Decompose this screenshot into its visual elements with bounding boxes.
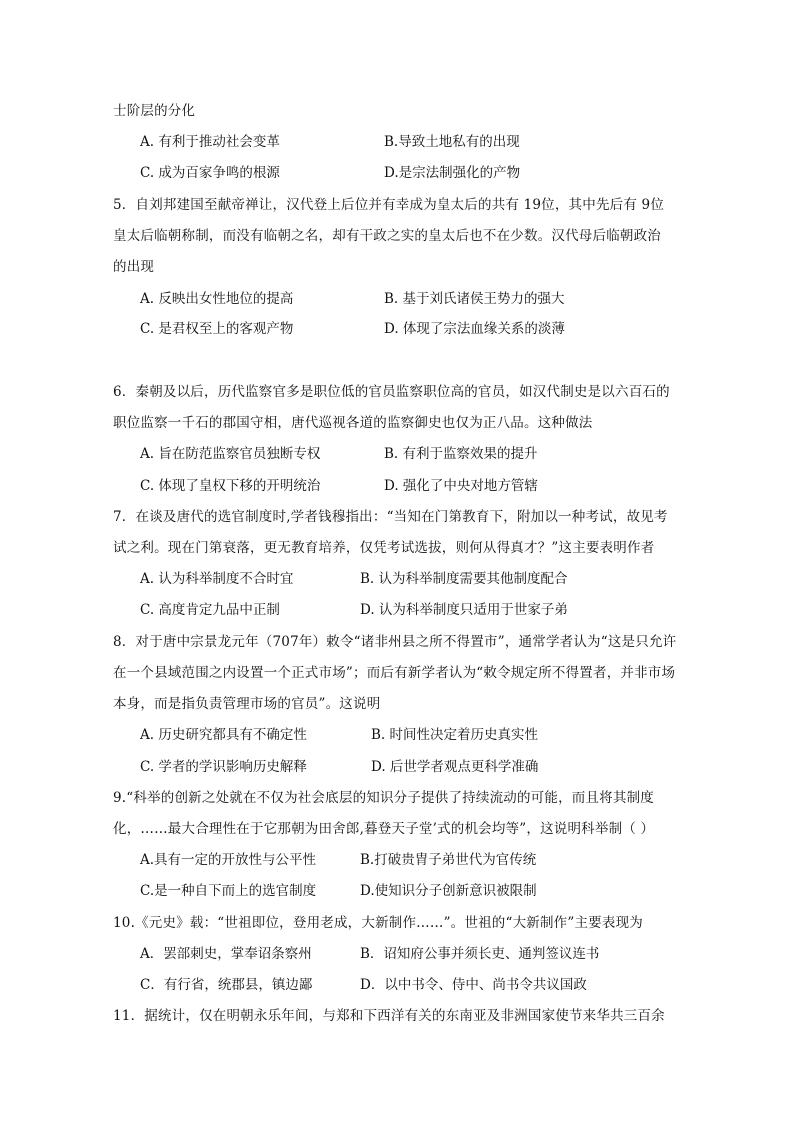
q7-option-a: A. 认为科举制度不合时宜 xyxy=(140,571,294,587)
q7-stem-line-1: 7．在谈及唐代的选官制度时,学者钱穆指出：“当知在门第教育下，附加以一种考试，故见考 xyxy=(113,509,668,525)
q4-option-d: D.是宗法制强化的产物 xyxy=(384,165,521,181)
q9-option-d: D.使知识分子创新意识被限制 xyxy=(360,883,537,899)
q9-option-b: B.打破贵胄子弟世代为官传统 xyxy=(360,852,537,868)
q9-stem-line-1: 9.“科举的创新之处就在不仅为社会底层的知识分子提供了持续流动的可能，而且将其制度 xyxy=(113,790,654,806)
q9-stem-line-2: 化，……最大合理性在于它那朝为田舍郎,暮登天子堂’式的机会均等”，这说明科举制（ ） xyxy=(113,821,655,837)
q8-option-a: A. 历史研究都具有不确定性 xyxy=(140,727,307,743)
q9-option-c: C.是一种自下而上的选官制度 xyxy=(140,883,317,899)
q4-text-tail: 士阶层的分化 xyxy=(113,103,196,119)
q8-stem-line-3: 本身，而是指负责管理市场的官员”。这说明 xyxy=(113,696,381,712)
q7-stem-line-2: 试之利。现在门第衰落，更无教育培养，仅凭考试选拔，则何从得真才？”这主要表明作者 xyxy=(113,540,655,556)
q10-option-a: A．罢部刺史，掌奉诏条察州 xyxy=(140,946,312,962)
q11-stem-line-1: 11．据统计，仅在明朝永乐年间，与郑和下西洋有关的东南亚及非洲国家使节来华共三百余 xyxy=(113,1008,665,1024)
q6-stem-line-1: 6．秦朝及以后，历代监察官多是职位低的官员监察职位高的官员，如汉代制史是以六百石的 xyxy=(113,384,670,400)
q7-option-b: B. 认为科举制度需要其他制度配合 xyxy=(360,571,568,587)
q10-option-d: D．以中书令、侍中、尚书令共议国政 xyxy=(360,977,587,993)
q10-stem-line-1: 10.《元史》载：“世祖即位，登用老成，大新制作……”。世祖的“大新制作”主要表现为 xyxy=(113,915,643,931)
q4-option-c: C. 成为百家争鸣的根源 xyxy=(140,165,280,181)
q6-option-c: C. 体现了皇权下移的开明统治 xyxy=(140,478,321,494)
q5-stem-line-3: 的出现 xyxy=(113,259,155,275)
q8-option-c: C. 学者的学识影响历史解释 xyxy=(140,759,307,775)
q6-option-d: D. 强化了中央对地方管辖 xyxy=(384,478,538,494)
q5-option-b: B. 基于刘氏诸侯王势力的强大 xyxy=(384,291,565,307)
q9-option-a: A.具有一定的开放性与公平性 xyxy=(140,852,317,868)
q8-stem-line-1: 8．对于唐中宗景龙元年（707年）敕令“诸非州县之所不得置市”，通常学者认为“这是只允许 xyxy=(113,634,677,650)
q6-stem-line-2: 职位监察一千石的郡国守相，唐代巡视各道的监察御史也仅为正八品。这种做法 xyxy=(113,415,593,431)
q8-option-b: B. 时间性决定着历史真实性 xyxy=(371,727,539,743)
q5-stem-line-1: 5．自刘邦建国至献帝禅让，汉代登上后位并有幸成为皇太后的共有 19位，其中先后有 9位 xyxy=(113,197,665,213)
q8-stem-line-2: 在一个县域范围之内设置一个正式市场”；而后有新学者认为“敕令规定所不得置者，并非市场 xyxy=(113,665,676,681)
q5-stem-line-2: 皇太后临朝称制，而没有临朝之名，却有干政之实的皇太后也不在少数。汉代母后临朝政治 xyxy=(113,228,661,244)
q8-option-d: D. 后世学者观点更科学准确 xyxy=(371,759,539,775)
q6-option-a: A. 旨在防范监察官员独断专权 xyxy=(140,446,321,462)
q10-option-b: B．诏知府公事并须长吏、通判签议连书 xyxy=(360,946,600,962)
q5-option-d: D. 体现了宗法血缘关系的淡薄 xyxy=(384,321,565,337)
q4-option-b: B.导致土地私有的出现 xyxy=(384,134,520,150)
q7-option-d: D. 认为科举制度只适用于世家子弟 xyxy=(360,602,568,618)
q7-option-c: C. 高度肯定九品中正制 xyxy=(140,602,280,618)
q5-option-a: A. 反映出女性地位的提高 xyxy=(140,291,294,307)
q4-option-a: A. 有利于推动社会变革 xyxy=(140,134,280,150)
q10-option-c: C．有行省，统郡县，镇边鄙 xyxy=(140,977,313,993)
q6-option-b: B. 有利于监察效果的提升 xyxy=(384,446,538,462)
q5-option-c: C. 是君权至上的客观产物 xyxy=(140,321,294,337)
